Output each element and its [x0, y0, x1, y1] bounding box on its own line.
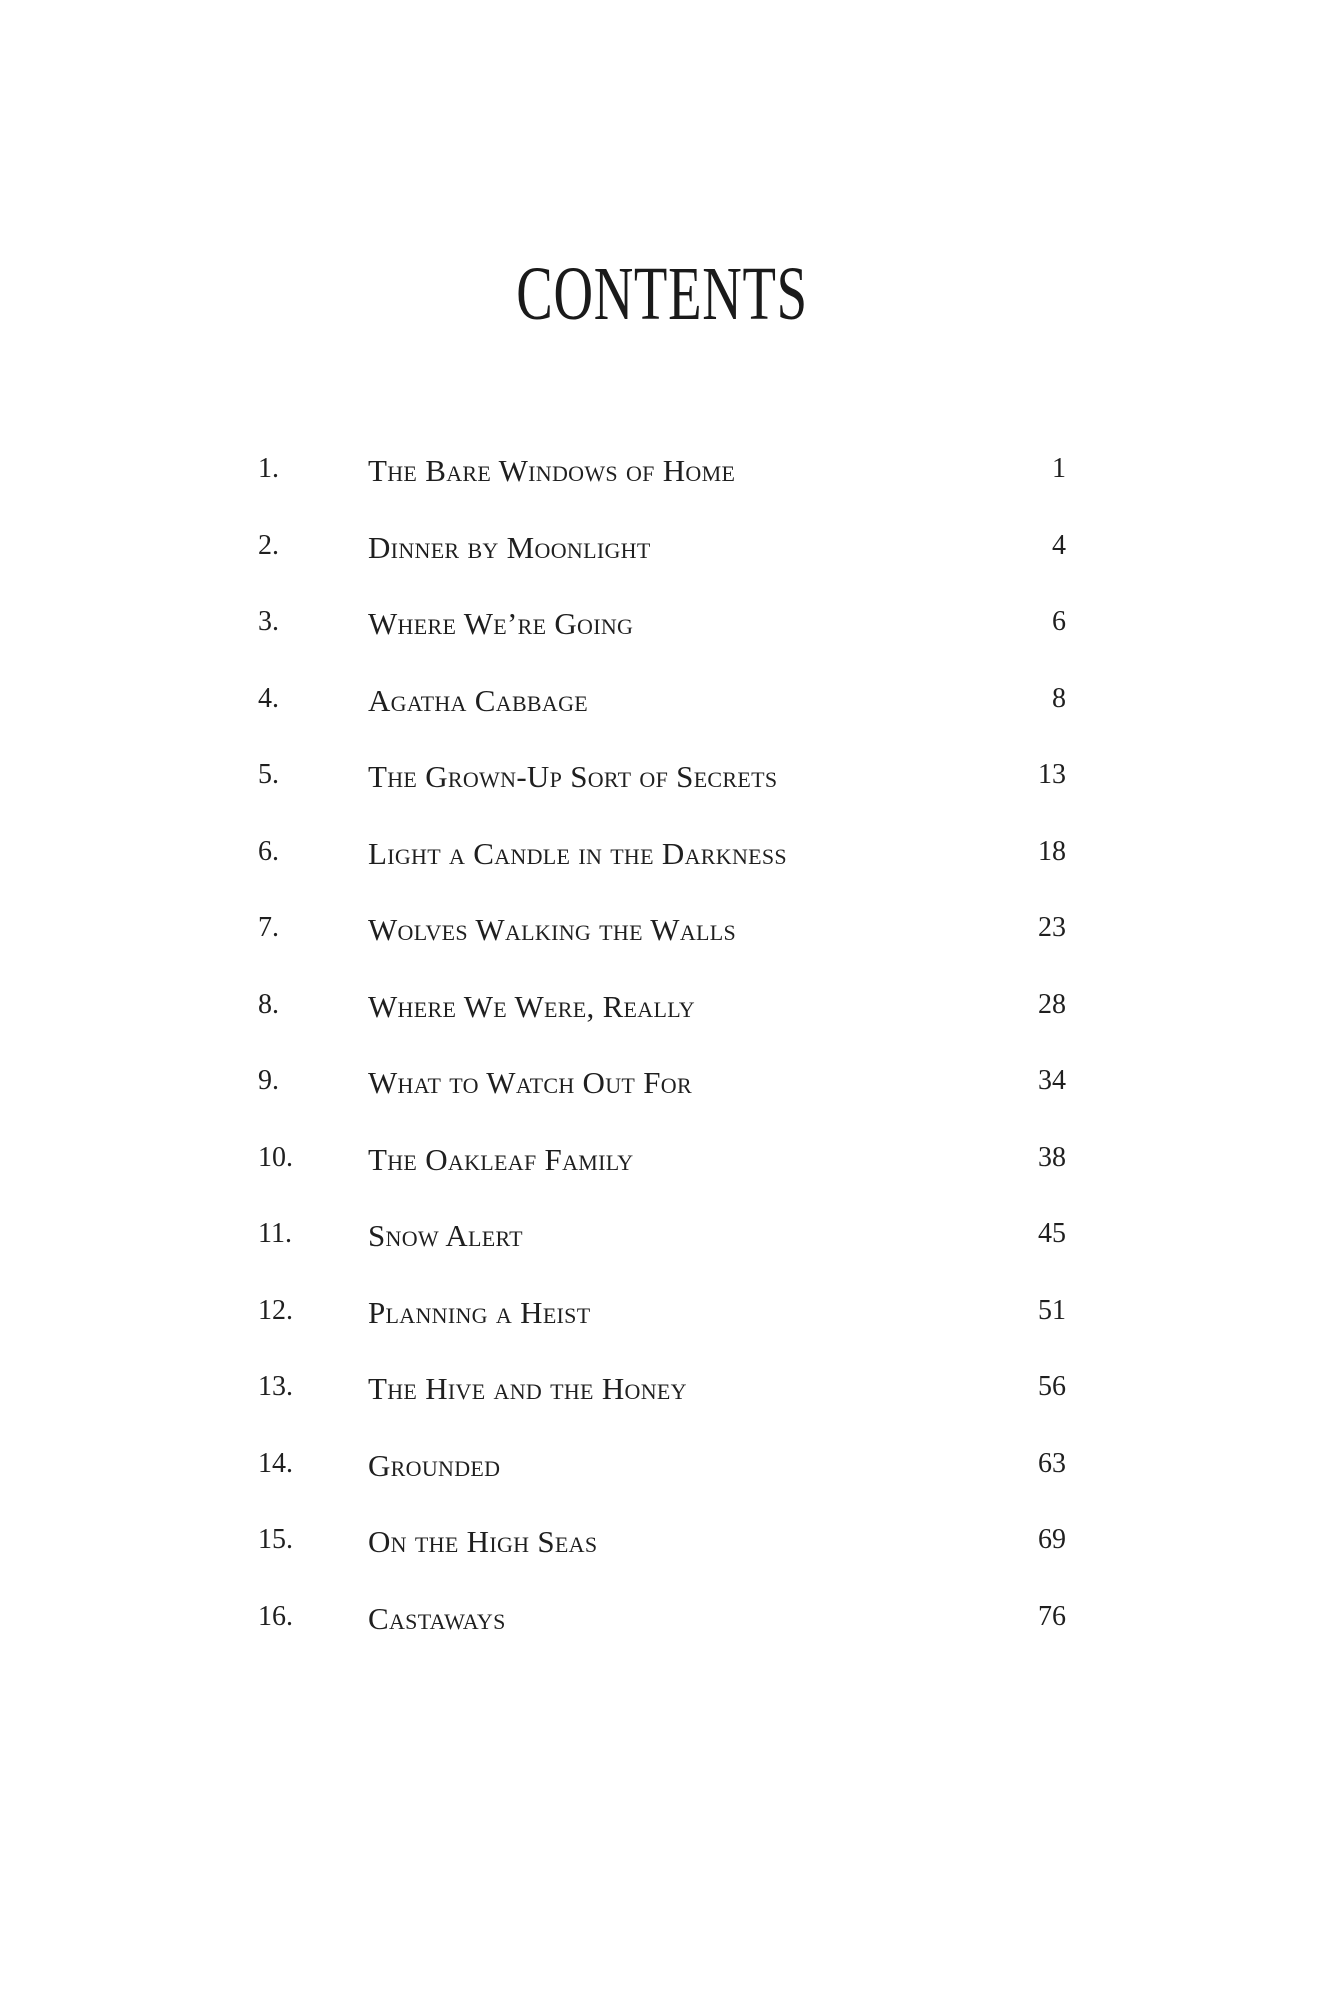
page-number: 69: [1038, 1524, 1066, 1555]
page-number: 45: [1038, 1218, 1066, 1249]
chapter-number: 10.: [258, 1141, 293, 1173]
chapter-number: 6.: [258, 835, 279, 867]
page-number: 51: [1038, 1294, 1066, 1326]
chapter-number: 1.: [258, 453, 279, 484]
chapter-number: 16.: [258, 1600, 293, 1632]
chapter-number: 8.: [258, 988, 279, 1020]
table-of-contents: [0, 455, 1324, 1679]
chapter-title: Grounded: [368, 1447, 501, 1483]
toc-entry[interactable]: [0, 1373, 1324, 1450]
toc-entry[interactable]: [0, 988, 1324, 1068]
toc-entry[interactable]: [0, 529, 1324, 609]
page-number: 38: [1038, 1141, 1066, 1173]
chapter-title: The Bare Windows of Home: [368, 453, 736, 488]
chapter-title: On the High Seas: [368, 1524, 598, 1559]
toc-entry[interactable]: [0, 608, 1324, 685]
toc-entry[interactable]: [0, 1526, 1324, 1603]
page-number: 28: [1038, 988, 1066, 1020]
toc-entry[interactable]: [0, 761, 1324, 838]
chapter-number: 4.: [258, 682, 279, 714]
chapter-title: The Grown-Up Sort of Secrets: [368, 759, 778, 794]
toc-entry[interactable]: [0, 1600, 1324, 1680]
chapter-number: 12.: [258, 1294, 293, 1326]
page-number: 18: [1038, 835, 1066, 867]
toc-entry[interactable]: [0, 1141, 1324, 1221]
toc-entry[interactable]: [0, 1067, 1324, 1144]
chapter-number: 2.: [258, 529, 279, 561]
chapter-number: 5.: [258, 759, 279, 790]
page-number: 6: [1052, 606, 1066, 637]
toc-entry[interactable]: [0, 914, 1324, 991]
chapter-title: Dinner by Moonlight: [368, 529, 651, 565]
page-number: 1: [1052, 453, 1066, 484]
page-number: 76: [1038, 1600, 1066, 1632]
page-number: 63: [1038, 1447, 1066, 1479]
chapter-number: 15.: [258, 1524, 293, 1555]
chapter-title: Wolves Walking the Walls: [368, 912, 737, 947]
page-number: 8: [1052, 682, 1066, 714]
page-number: 56: [1038, 1371, 1066, 1402]
chapter-title: Light a Candle in the Darkness: [368, 835, 787, 871]
chapter-title: The Hive and the Honey: [368, 1371, 687, 1406]
chapter-title: Where We’re Going: [368, 606, 634, 641]
chapter-number: 9.: [258, 1065, 279, 1096]
chapter-number: 7.: [258, 912, 279, 943]
chapter-title: Castaways: [368, 1600, 506, 1636]
chapter-title: Planning a Heist: [368, 1294, 591, 1330]
chapter-title: Snow Alert: [368, 1218, 523, 1253]
page-number: 34: [1038, 1065, 1066, 1096]
chapter-number: 14.: [258, 1447, 293, 1479]
toc-entry[interactable]: [0, 835, 1324, 915]
chapter-title: Agatha Cabbage: [368, 682, 589, 718]
toc-entry[interactable]: [0, 1294, 1324, 1374]
page-number: 13: [1038, 759, 1066, 790]
chapter-number: 13.: [258, 1371, 293, 1402]
chapter-title: Where We Were, Really: [368, 988, 695, 1024]
chapter-number: 11.: [258, 1218, 292, 1249]
chapter-title: What to Watch Out For: [368, 1065, 692, 1100]
chapter-number: 3.: [258, 606, 279, 637]
toc-entry[interactable]: [0, 1220, 1324, 1297]
page-number: 23: [1038, 912, 1066, 943]
page-title: CONTENTS: [516, 251, 808, 336]
toc-entry[interactable]: [0, 682, 1324, 762]
toc-entry[interactable]: [0, 455, 1324, 532]
chapter-title: The Oakleaf Family: [368, 1141, 634, 1177]
toc-entry[interactable]: [0, 1447, 1324, 1527]
page-number: 4: [1052, 529, 1066, 561]
